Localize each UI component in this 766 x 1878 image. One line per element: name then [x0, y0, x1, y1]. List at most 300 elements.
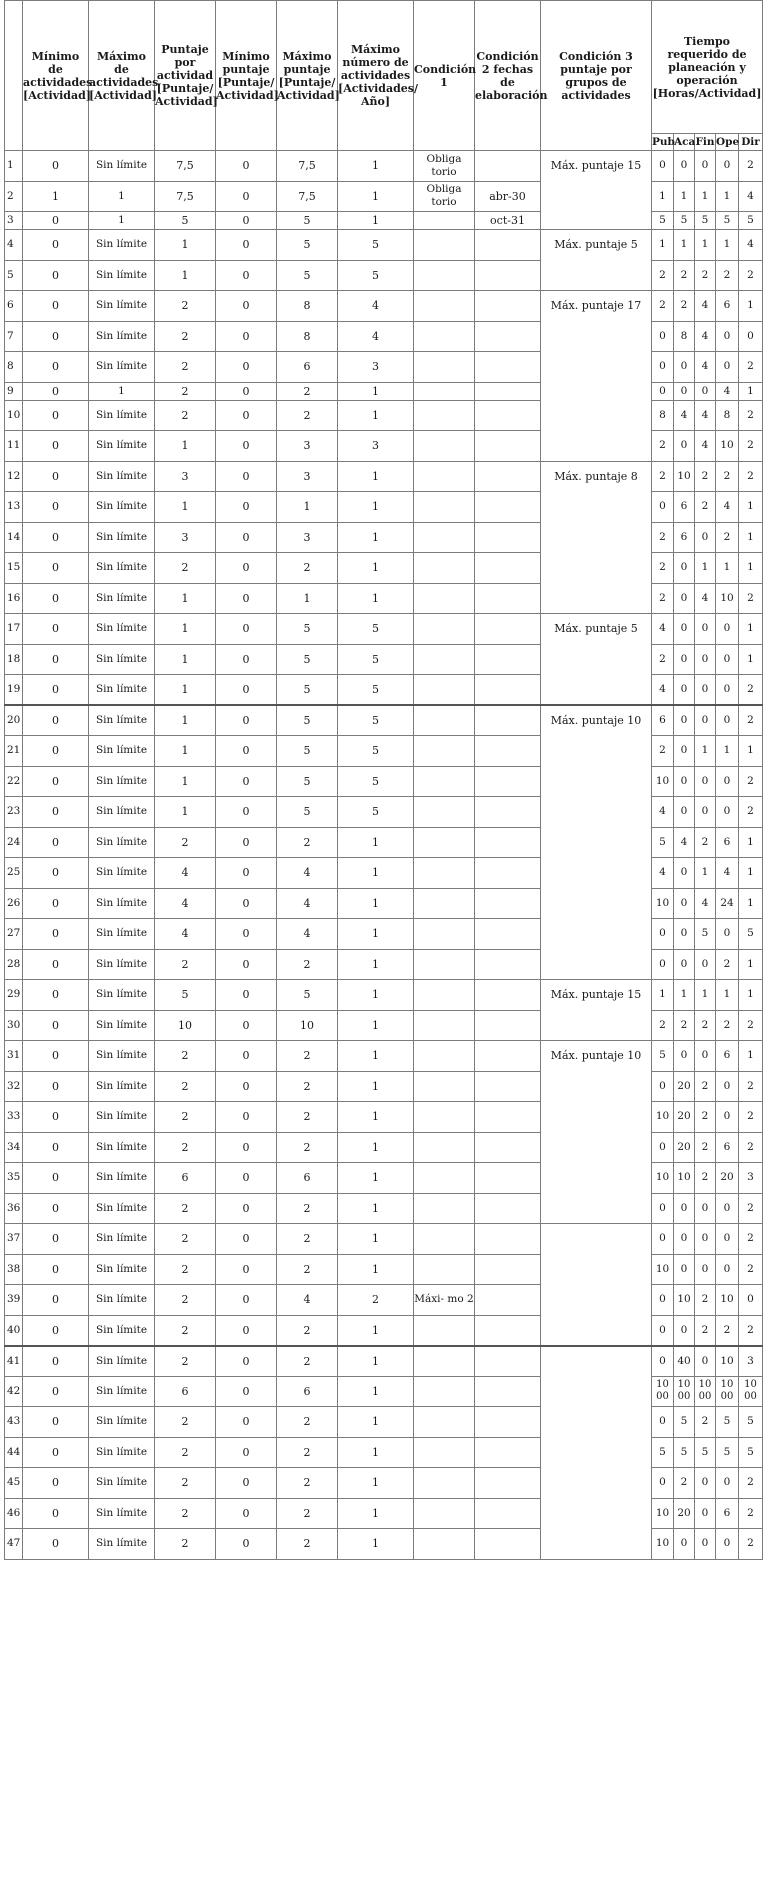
- min-score-cell: 0: [216, 1071, 277, 1102]
- time-cell-ope: 1: [716, 980, 739, 1011]
- time-cell-fin: 2: [695, 1102, 716, 1133]
- condition-1-cell: [414, 1468, 475, 1499]
- time-cell-ope: 0: [716, 1224, 739, 1255]
- header-max-score: Máximo puntaje [Puntaje/ Actividad]: [277, 1, 338, 151]
- max-score-cell: 7,5: [277, 151, 338, 182]
- time-cell-ope: 0: [716, 151, 739, 182]
- max-activities-cell: Sin límite: [89, 614, 155, 645]
- max-activities-cell: Sin límite: [89, 230, 155, 261]
- min-score-cell: 0: [216, 352, 277, 383]
- min-activities-cell: 0: [23, 1346, 89, 1377]
- time-cell-fin: 2: [695, 260, 716, 291]
- score-per-activity-cell: 2: [155, 1315, 216, 1346]
- time-cell-fin: 1: [695, 553, 716, 584]
- time-cell-aca: 0: [674, 888, 695, 919]
- time-cell-ope: 0: [716, 352, 739, 383]
- time-cell-ope: 0: [716, 1468, 739, 1499]
- max-score-cell: 7,5: [277, 181, 338, 212]
- time-cell-aca: 1: [674, 230, 695, 261]
- time-cell-pub: 10: [652, 1498, 674, 1529]
- max-activities-cell: Sin límite: [89, 583, 155, 614]
- row-number: 16: [5, 583, 23, 614]
- condition-3-group-cell: Máx. puntaje 15: [541, 980, 652, 1041]
- min-activities-cell: 0: [23, 1132, 89, 1163]
- score-per-activity-cell: 1: [155, 260, 216, 291]
- subheader-fin: Fin: [695, 134, 716, 151]
- max-number-cell: 1: [338, 151, 414, 182]
- max-number-cell: 1: [338, 1376, 414, 1407]
- score-per-activity-cell: 2: [155, 1041, 216, 1072]
- time-cell-fin: 0: [695, 522, 716, 553]
- condition-1-cell: [414, 1224, 475, 1255]
- time-cell-ope: 0: [716, 797, 739, 828]
- time-cell-fin: 0: [695, 705, 716, 736]
- row-number: 41: [5, 1346, 23, 1377]
- time-cell-ope: 2: [716, 260, 739, 291]
- max-activities-cell: Sin límite: [89, 949, 155, 980]
- max-activities-cell: Sin límite: [89, 461, 155, 492]
- time-cell-pub: 5: [652, 827, 674, 858]
- row-number: 30: [5, 1010, 23, 1041]
- max-score-cell: 2: [277, 1071, 338, 1102]
- time-cell-dir: 2: [739, 705, 763, 736]
- time-cell-fin: 4: [695, 400, 716, 431]
- table-row: [5, 291, 763, 322]
- condition-1-cell: [414, 1163, 475, 1194]
- max-number-cell: 5: [338, 705, 414, 736]
- time-cell-pub: 0: [652, 1468, 674, 1499]
- max-activities-cell: Sin límite: [89, 1163, 155, 1194]
- time-cell-ope: 0: [716, 1254, 739, 1285]
- max-number-cell: 1: [338, 919, 414, 950]
- time-cell-ope: 1: [716, 736, 739, 767]
- score-per-activity-cell: 1: [155, 705, 216, 736]
- max-number-cell: 1: [338, 888, 414, 919]
- time-cell-pub: 0: [652, 492, 674, 523]
- time-cell-aca: 40: [674, 1346, 695, 1377]
- max-activities-cell: Sin límite: [89, 827, 155, 858]
- header-condition-2: Condición 2 fechas de elaboración: [475, 1, 541, 151]
- condition-2-cell: [475, 888, 541, 919]
- min-score-cell: 0: [216, 980, 277, 1011]
- table-row: [5, 151, 763, 182]
- header-score-per-activity: Puntaje por actividad [Puntaje/ Actividad]: [155, 1, 216, 151]
- max-number-cell: 1: [338, 1498, 414, 1529]
- condition-1-cell: [414, 382, 475, 400]
- time-cell-pub: 0: [652, 151, 674, 182]
- time-cell-aca: 0: [674, 1041, 695, 1072]
- min-activities-cell: 0: [23, 553, 89, 584]
- time-cell-ope: 0: [716, 705, 739, 736]
- max-score-cell: 3: [277, 461, 338, 492]
- time-cell-pub: 8: [652, 400, 674, 431]
- min-score-cell: 0: [216, 1132, 277, 1163]
- min-score-cell: 0: [216, 1315, 277, 1346]
- min-activities-cell: 0: [23, 583, 89, 614]
- condition-1-cell: [414, 858, 475, 889]
- time-cell-aca: 0: [674, 614, 695, 645]
- max-score-cell: 2: [277, 1132, 338, 1163]
- condition-2-cell: [475, 1376, 541, 1407]
- time-cell-fin: 0: [695, 797, 716, 828]
- condition-2-cell: [475, 1437, 541, 1468]
- time-cell-aca: 1: [674, 980, 695, 1011]
- max-activities-cell: Sin límite: [89, 766, 155, 797]
- table-row: [5, 1041, 763, 1072]
- max-score-cell: 6: [277, 1163, 338, 1194]
- row-number: 36: [5, 1193, 23, 1224]
- score-per-activity-cell: 6: [155, 1376, 216, 1407]
- header-max-activities: Máximo de actividades [Actividad]: [89, 1, 155, 151]
- condition-2-cell: [475, 797, 541, 828]
- time-cell-aca: 0: [674, 797, 695, 828]
- max-number-cell: 1: [338, 980, 414, 1011]
- max-number-cell: 4: [338, 291, 414, 322]
- condition-2-cell: [475, 1102, 541, 1133]
- time-cell-dir: 2: [739, 583, 763, 614]
- time-cell-ope: 0: [716, 766, 739, 797]
- condition-1-cell: [414, 230, 475, 261]
- time-cell-fin: 0: [695, 1193, 716, 1224]
- max-score-cell: 8: [277, 291, 338, 322]
- time-cell-aca: 20: [674, 1498, 695, 1529]
- table-body: [5, 151, 763, 1560]
- min-score-cell: 0: [216, 492, 277, 523]
- max-activities-cell: Sin límite: [89, 1468, 155, 1499]
- time-cell-dir: 2: [739, 352, 763, 383]
- min-activities-cell: 0: [23, 321, 89, 352]
- min-score-cell: 0: [216, 1193, 277, 1224]
- max-score-cell: 3: [277, 522, 338, 553]
- score-per-activity-cell: 4: [155, 888, 216, 919]
- time-cell-ope: 0: [716, 1071, 739, 1102]
- max-number-cell: 1: [338, 212, 414, 230]
- condition-3-group-cell: Máx. puntaje 15: [541, 151, 652, 230]
- min-activities-cell: 0: [23, 1407, 89, 1438]
- row-number: 5: [5, 260, 23, 291]
- score-per-activity-cell: 5: [155, 980, 216, 1011]
- min-score-cell: 0: [216, 1285, 277, 1316]
- subheader-ope: Ope: [716, 134, 739, 151]
- min-activities-cell: 0: [23, 1041, 89, 1072]
- time-cell-ope: 0: [716, 919, 739, 950]
- subheader-pub: Pub: [652, 134, 674, 151]
- max-activities-cell: Sin límite: [89, 1102, 155, 1133]
- score-per-activity-cell: 3: [155, 522, 216, 553]
- condition-1-cell: [414, 492, 475, 523]
- min-score-cell: 0: [216, 1498, 277, 1529]
- time-cell-dir: 2: [739, 1102, 763, 1133]
- time-cell-ope: 2: [716, 1315, 739, 1346]
- max-activities-cell: Sin límite: [89, 321, 155, 352]
- max-activities-cell: Sin límite: [89, 1529, 155, 1560]
- condition-1-cell: [414, 980, 475, 1011]
- max-score-cell: 5: [277, 766, 338, 797]
- time-cell-pub: 2: [652, 291, 674, 322]
- time-cell-ope: 0: [716, 614, 739, 645]
- max-activities-cell: Sin límite: [89, 522, 155, 553]
- max-score-cell: 2: [277, 1437, 338, 1468]
- row-number: 24: [5, 827, 23, 858]
- score-per-activity-cell: 1: [155, 230, 216, 261]
- time-cell-dir: 5: [739, 212, 763, 230]
- time-cell-aca: 0: [674, 431, 695, 462]
- max-number-cell: 1: [338, 858, 414, 889]
- time-cell-aca: 20: [674, 1132, 695, 1163]
- max-number-cell: 1: [338, 1102, 414, 1133]
- min-score-cell: 0: [216, 888, 277, 919]
- time-cell-dir: 3: [739, 1346, 763, 1377]
- time-cell-dir: 4: [739, 230, 763, 261]
- condition-2-cell: [475, 461, 541, 492]
- condition-2-cell: [475, 431, 541, 462]
- max-score-cell: 5: [277, 797, 338, 828]
- max-number-cell: 1: [338, 949, 414, 980]
- time-cell-ope: 6: [716, 1498, 739, 1529]
- time-cell-aca: 0: [674, 583, 695, 614]
- time-cell-pub: 0: [652, 321, 674, 352]
- min-activities-cell: 0: [23, 1437, 89, 1468]
- max-score-cell: 5: [277, 212, 338, 230]
- condition-2-cell: [475, 400, 541, 431]
- condition-1-cell: [414, 1376, 475, 1407]
- condition-2-cell: [475, 614, 541, 645]
- condition-2-cell: [475, 766, 541, 797]
- condition-1-cell: [414, 1437, 475, 1468]
- time-cell-dir: 2: [739, 766, 763, 797]
- condition-1-cell: [414, 705, 475, 736]
- condition-2-cell: [475, 553, 541, 584]
- condition-1-cell: [414, 1254, 475, 1285]
- time-cell-fin: 0: [695, 644, 716, 675]
- time-cell-dir: 2: [739, 1132, 763, 1163]
- time-cell-fin: 4: [695, 291, 716, 322]
- max-score-cell: 4: [277, 1285, 338, 1316]
- time-cell-pub: 1: [652, 230, 674, 261]
- time-cell-dir: 1: [739, 614, 763, 645]
- score-per-activity-cell: 2: [155, 1102, 216, 1133]
- score-per-activity-cell: 1: [155, 644, 216, 675]
- max-number-cell: 1: [338, 1407, 414, 1438]
- time-cell-ope: 1: [716, 181, 739, 212]
- time-cell-pub: 0: [652, 382, 674, 400]
- condition-1-cell: [414, 1132, 475, 1163]
- time-cell-ope: 5: [716, 212, 739, 230]
- row-number: 7: [5, 321, 23, 352]
- time-cell-dir: 2: [739, 1010, 763, 1041]
- condition-1-cell: [414, 400, 475, 431]
- min-activities-cell: 0: [23, 151, 89, 182]
- condition-1-cell: [414, 644, 475, 675]
- time-cell-pub: 0: [652, 949, 674, 980]
- max-activities-cell: Sin límite: [89, 1285, 155, 1316]
- time-cell-ope: 5: [716, 1437, 739, 1468]
- time-cell-aca: 0: [674, 553, 695, 584]
- score-per-activity-cell: 1: [155, 675, 216, 706]
- row-number: 13: [5, 492, 23, 523]
- min-score-cell: 0: [216, 553, 277, 584]
- score-per-activity-cell: 1: [155, 431, 216, 462]
- max-activities-cell: Sin límite: [89, 291, 155, 322]
- min-activities-cell: 0: [23, 1010, 89, 1041]
- time-cell-aca: 0: [674, 1315, 695, 1346]
- time-cell-dir: 2: [739, 431, 763, 462]
- time-cell-dir: 2: [739, 151, 763, 182]
- min-activities-cell: 0: [23, 492, 89, 523]
- max-activities-cell: Sin límite: [89, 400, 155, 431]
- max-number-cell: 1: [338, 827, 414, 858]
- max-number-cell: 1: [338, 1346, 414, 1377]
- time-cell-pub: 10: [652, 1102, 674, 1133]
- time-cell-fin: 4: [695, 321, 716, 352]
- min-score-cell: 0: [216, 766, 277, 797]
- time-cell-aca: 0: [674, 1529, 695, 1560]
- min-score-cell: 0: [216, 1224, 277, 1255]
- condition-2-cell: [475, 1071, 541, 1102]
- max-score-cell: 2: [277, 400, 338, 431]
- table-row: [5, 614, 763, 645]
- min-activities-cell: 0: [23, 522, 89, 553]
- min-score-cell: 0: [216, 583, 277, 614]
- time-cell-fin: 2: [695, 1010, 716, 1041]
- score-per-activity-cell: 10: [155, 1010, 216, 1041]
- time-cell-fin: 2: [695, 1285, 716, 1316]
- min-activities-cell: 0: [23, 212, 89, 230]
- condition-1-cell: [414, 1498, 475, 1529]
- header-min-activities: Mínimo de actividades [Actividad]: [23, 1, 89, 151]
- max-score-cell: 2: [277, 1193, 338, 1224]
- condition-2-cell: [475, 151, 541, 182]
- score-per-activity-cell: 2: [155, 400, 216, 431]
- row-number: 27: [5, 919, 23, 950]
- condition-1-cell: [414, 736, 475, 767]
- condition-2-cell: [475, 321, 541, 352]
- row-number: 39: [5, 1285, 23, 1316]
- time-cell-ope: 2: [716, 522, 739, 553]
- time-cell-ope: 0: [716, 675, 739, 706]
- time-cell-aca: 0: [674, 644, 695, 675]
- row-number: 42: [5, 1376, 23, 1407]
- score-per-activity-cell: 2: [155, 1254, 216, 1285]
- condition-2-cell: [475, 1132, 541, 1163]
- max-activities-cell: Sin límite: [89, 675, 155, 706]
- table-row: [5, 705, 763, 736]
- min-score-cell: 0: [216, 1010, 277, 1041]
- condition-2-cell: [475, 291, 541, 322]
- row-number: 37: [5, 1224, 23, 1255]
- min-activities-cell: 0: [23, 766, 89, 797]
- time-cell-dir: 0: [739, 321, 763, 352]
- condition-2-cell: [475, 675, 541, 706]
- table-row: [5, 461, 763, 492]
- max-activities-cell: Sin límite: [89, 1193, 155, 1224]
- max-score-cell: 5: [277, 230, 338, 261]
- row-number: 26: [5, 888, 23, 919]
- condition-1-cell: [414, 321, 475, 352]
- score-per-activity-cell: 2: [155, 1224, 216, 1255]
- min-score-cell: 0: [216, 1163, 277, 1194]
- row-number: 6: [5, 291, 23, 322]
- min-activities-cell: 0: [23, 291, 89, 322]
- time-cell-fin: 0: [695, 1529, 716, 1560]
- score-per-activity-cell: 2: [155, 1285, 216, 1316]
- row-number: 44: [5, 1437, 23, 1468]
- time-cell-pub: 0: [652, 352, 674, 383]
- min-activities-cell: 0: [23, 230, 89, 261]
- time-cell-fin: 1: [695, 858, 716, 889]
- condition-1-cell: [414, 1102, 475, 1133]
- max-number-cell: 5: [338, 736, 414, 767]
- max-number-cell: 5: [338, 797, 414, 828]
- row-number: 38: [5, 1254, 23, 1285]
- min-score-cell: 0: [216, 1102, 277, 1133]
- time-cell-pub: 0: [652, 1315, 674, 1346]
- min-score-cell: 0: [216, 919, 277, 950]
- max-activities-cell: Sin límite: [89, 1254, 155, 1285]
- time-cell-dir: 1: [739, 382, 763, 400]
- condition-1-cell: Obliga torio: [414, 181, 475, 212]
- min-activities-cell: 0: [23, 675, 89, 706]
- max-score-cell: 2: [277, 1315, 338, 1346]
- min-score-cell: 0: [216, 461, 277, 492]
- row-number: 1: [5, 151, 23, 182]
- row-number: 21: [5, 736, 23, 767]
- score-per-activity-cell: 2: [155, 949, 216, 980]
- max-score-cell: 4: [277, 858, 338, 889]
- min-activities-cell: 0: [23, 431, 89, 462]
- condition-2-cell: [475, 260, 541, 291]
- time-cell-ope: 0: [716, 1529, 739, 1560]
- min-activities-cell: 0: [23, 260, 89, 291]
- condition-2-cell: [475, 919, 541, 950]
- max-activities-cell: Sin límite: [89, 431, 155, 462]
- time-cell-ope: 0: [716, 644, 739, 675]
- min-score-cell: 0: [216, 1376, 277, 1407]
- condition-2-cell: [475, 1041, 541, 1072]
- time-cell-aca: 10 00: [674, 1376, 695, 1407]
- max-number-cell: 1: [338, 1468, 414, 1499]
- condition-1-cell: [414, 827, 475, 858]
- time-cell-fin: 0: [695, 151, 716, 182]
- condition-1-cell: [414, 1193, 475, 1224]
- time-cell-dir: 3: [739, 1163, 763, 1194]
- max-activities-cell: 1: [89, 181, 155, 212]
- time-cell-dir: 2: [739, 260, 763, 291]
- time-cell-pub: 1: [652, 181, 674, 212]
- time-cell-fin: 4: [695, 352, 716, 383]
- min-score-cell: 0: [216, 382, 277, 400]
- max-activities-cell: Sin límite: [89, 1346, 155, 1377]
- score-per-activity-cell: 4: [155, 919, 216, 950]
- max-score-cell: 2: [277, 1498, 338, 1529]
- condition-2-cell: [475, 352, 541, 383]
- time-cell-aca: 0: [674, 1224, 695, 1255]
- max-score-cell: 2: [277, 1254, 338, 1285]
- time-cell-ope: 4: [716, 858, 739, 889]
- time-cell-pub: 2: [652, 461, 674, 492]
- time-cell-ope: 0: [716, 1193, 739, 1224]
- row-number: 20: [5, 705, 23, 736]
- row-number: 32: [5, 1071, 23, 1102]
- max-number-cell: 1: [338, 1193, 414, 1224]
- min-score-cell: 0: [216, 797, 277, 828]
- time-cell-pub: 5: [652, 1041, 674, 1072]
- condition-3-group-cell: [541, 1346, 652, 1560]
- condition-1-cell: [414, 1071, 475, 1102]
- time-cell-fin: 5: [695, 919, 716, 950]
- max-number-cell: 1: [338, 1529, 414, 1560]
- condition-1-cell: [414, 888, 475, 919]
